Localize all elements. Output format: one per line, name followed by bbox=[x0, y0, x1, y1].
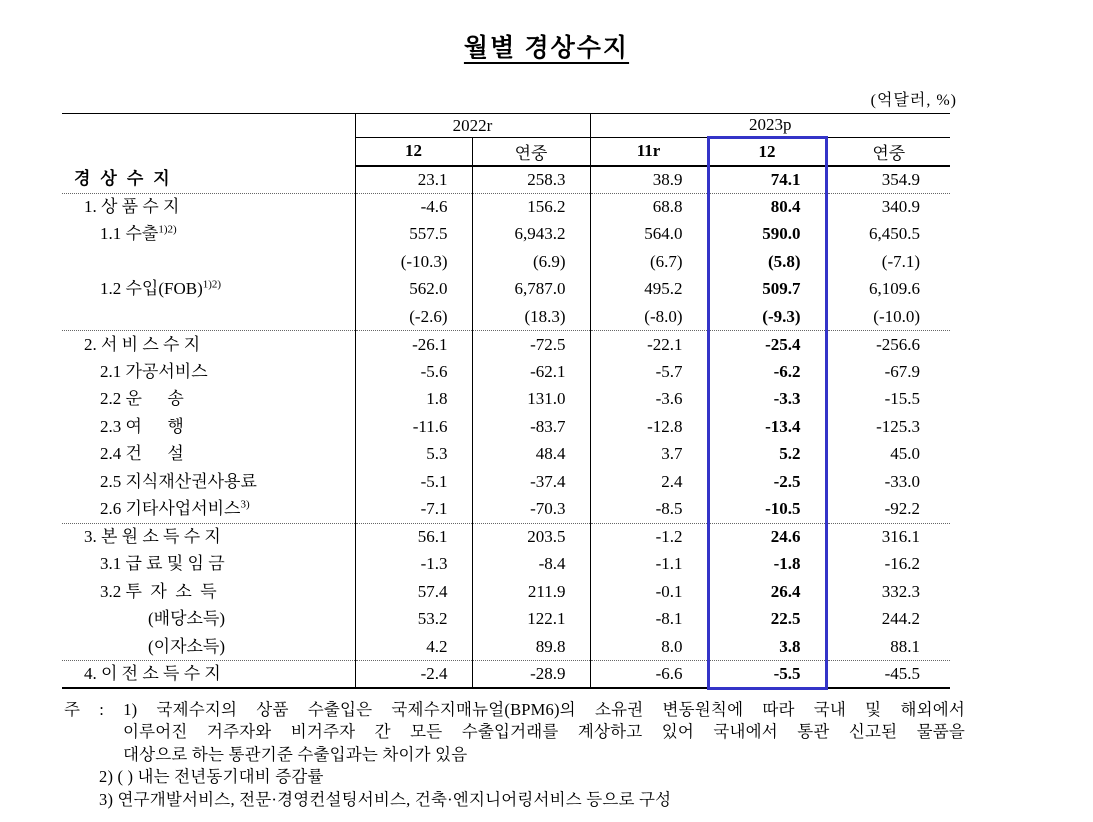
footnote-line: 이루어진 거주자와 비거주자 간 모든 수출입거래를 계상하고 있어 국내에서 통관 신고된 물품을 bbox=[123, 722, 965, 742]
table-row bbox=[62, 248, 950, 276]
table-cell: 564.0 bbox=[590, 221, 708, 249]
table-cell: 24.6 bbox=[708, 523, 826, 551]
table-cell: 5.2 bbox=[708, 441, 826, 469]
table-cell: -15.5 bbox=[884, 389, 921, 409]
table-cell: 4.2 bbox=[426, 636, 448, 656]
table-cell: -0.1 bbox=[590, 578, 708, 606]
table-cell: 557.5 bbox=[409, 224, 448, 244]
table-cell: 68.8 bbox=[590, 193, 708, 221]
table-row bbox=[62, 578, 950, 606]
table-cell: -13.4 bbox=[708, 413, 826, 441]
table-cell: -6.6 bbox=[590, 661, 708, 689]
row-label: 1. 상 품 수 지 bbox=[62, 193, 355, 221]
table-cell: 332.3 bbox=[881, 581, 921, 601]
col-header-2022-12: 12 bbox=[355, 138, 472, 166]
table-row bbox=[62, 468, 950, 496]
table-row bbox=[62, 413, 950, 441]
table-cell: 203.5 bbox=[472, 523, 590, 551]
table-cell: 23.1 bbox=[417, 169, 448, 189]
row-label: 3.2 투 자 소 득 bbox=[62, 578, 355, 606]
table-row bbox=[62, 221, 950, 249]
row-label: 2.2 운 송 bbox=[62, 386, 355, 414]
table-cell: -4.6 bbox=[355, 193, 472, 221]
table-cell: -3.3 bbox=[708, 386, 826, 414]
row-label: 4. 이 전 소 득 수 지 bbox=[62, 661, 355, 689]
table-cell: (18.3) bbox=[472, 303, 590, 331]
table-cell: 74.1 bbox=[708, 166, 826, 194]
table-cell: -2.5 bbox=[708, 468, 826, 496]
page-title-text: 월별 경상수지 bbox=[463, 35, 630, 62]
table-row bbox=[62, 386, 950, 414]
table-cell: 131.0 bbox=[472, 386, 590, 414]
table-cell: -25.4 bbox=[708, 331, 826, 359]
table-cell: -6.2 bbox=[708, 358, 826, 386]
table-cell: -62.1 bbox=[472, 358, 590, 386]
table-cell: 26.4 bbox=[708, 578, 826, 606]
row-label: 3.1 급 료 및 임 금 bbox=[62, 551, 355, 579]
table-cell: -1.1 bbox=[590, 551, 708, 579]
table-cell: 1.8 bbox=[426, 389, 448, 409]
table-cell: 3.8 bbox=[708, 633, 826, 661]
table-cell: -45.5 bbox=[826, 661, 950, 689]
table-cell: -33.0 bbox=[884, 471, 921, 491]
table-cell: 354.9 bbox=[881, 169, 921, 189]
table-cell: 38.9 bbox=[590, 166, 708, 194]
table-cell: -83.7 bbox=[472, 413, 590, 441]
table-cell: 156.2 bbox=[472, 193, 590, 221]
table-cell: -12.8 bbox=[590, 413, 708, 441]
table-cell: 495.2 bbox=[590, 276, 708, 304]
table-cell: -28.9 bbox=[472, 661, 590, 689]
table-cell: -1.8 bbox=[708, 551, 826, 579]
footnote-line: 2) ( ) 내는 전년동기대비 증감률 bbox=[99, 767, 324, 787]
table-cell: 48.4 bbox=[472, 441, 590, 469]
table-cell: (6.9) bbox=[472, 248, 590, 276]
table-cell: -256.6 bbox=[826, 331, 950, 359]
table-row bbox=[62, 523, 950, 551]
table-cell: -2.4 bbox=[355, 661, 472, 689]
table-cell: -8.1 bbox=[590, 606, 708, 634]
row-label: 2.6 기타사업서비스$^{3)}$ bbox=[62, 496, 355, 524]
table-cell: -5.1 bbox=[420, 471, 448, 491]
table-row bbox=[62, 496, 950, 524]
table-cell: 258.3 bbox=[472, 166, 590, 194]
page-title bbox=[0, 28, 1093, 64]
balance-of-payments-table bbox=[62, 113, 950, 690]
table-row bbox=[62, 331, 950, 359]
table-cell: -5.5 bbox=[708, 661, 826, 689]
col-header-2023-12-highlighted: 12 bbox=[708, 138, 826, 166]
footnote-line: 대상으로 하는 통관기준 수출입과는 차이가 있음 bbox=[123, 744, 468, 764]
row-label: 3. 본 원 소 득 수 지 bbox=[62, 523, 355, 551]
table-row bbox=[62, 661, 950, 689]
table-cell: 80.4 bbox=[708, 193, 826, 221]
row-label: 2.4 건 설 bbox=[62, 441, 355, 469]
col-header-2023-annual: 연중 bbox=[826, 138, 950, 166]
table-cell: -37.4 bbox=[472, 468, 590, 496]
row-label bbox=[62, 303, 355, 331]
table-row bbox=[62, 606, 950, 634]
table-cell: (6.7) bbox=[590, 248, 708, 276]
table-cell: (-7.1) bbox=[881, 251, 921, 271]
col-header-2023-11r: 11r bbox=[590, 138, 708, 166]
table-row bbox=[62, 441, 950, 469]
table-cell: -1.3 bbox=[420, 554, 448, 574]
table-cell: 2.4 bbox=[590, 468, 708, 496]
table-row bbox=[62, 193, 950, 221]
table-row bbox=[62, 276, 950, 304]
table-cell: -7.1 bbox=[420, 499, 448, 519]
table-cell: -92.2 bbox=[884, 499, 921, 519]
row-label: 경 상 수 지 bbox=[62, 166, 355, 194]
col-header-2022-annual: 연중 bbox=[472, 138, 590, 166]
label-column-header bbox=[62, 114, 355, 166]
footnote-marker: 1)2) bbox=[202, 278, 222, 291]
table-cell: 5.3 bbox=[426, 444, 448, 464]
table-cell: -11.6 bbox=[412, 416, 448, 436]
table-cell: 53.2 bbox=[417, 609, 448, 629]
table-cell: -8.4 bbox=[472, 551, 590, 579]
table-cell: -72.5 bbox=[472, 331, 590, 359]
table-cell: -5.7 bbox=[590, 358, 708, 386]
table-body bbox=[62, 166, 950, 689]
table-cell: 56.1 bbox=[355, 523, 472, 551]
year-header-row bbox=[62, 114, 950, 138]
footnote-line: 3) 연구개발서비스, 전문·경영컨설팅서비스, 건축·엔지니어링서비스 등으로 구성 bbox=[99, 789, 672, 809]
table-row bbox=[62, 166, 950, 194]
table-cell: 6,450.5 bbox=[869, 224, 921, 244]
table-cell: -67.9 bbox=[884, 361, 921, 381]
table-cell: (-2.6) bbox=[409, 306, 448, 326]
row-label: 2.5 지식재산권사용료 bbox=[62, 468, 355, 496]
row-label: 2.3 여 행 bbox=[62, 413, 355, 441]
table-cell: (5.8) bbox=[708, 248, 826, 276]
unit-label: (억달러, %) bbox=[870, 92, 957, 109]
table-cell: 316.1 bbox=[826, 523, 950, 551]
table-cell: 6,943.2 bbox=[472, 221, 590, 249]
table-cell: 6,787.0 bbox=[472, 276, 590, 304]
table-cell: -26.1 bbox=[355, 331, 472, 359]
row-label: 1.2 수입(FOB)$^{1)2)}$ bbox=[62, 276, 355, 304]
table-cell: 45.0 bbox=[890, 444, 921, 464]
table-row bbox=[62, 303, 950, 331]
footnotes bbox=[64, 699, 974, 811]
table-cell: 88.1 bbox=[890, 636, 921, 656]
table-cell: -70.3 bbox=[472, 496, 590, 524]
table-cell: -3.6 bbox=[590, 386, 708, 414]
table-cell: 6,109.6 bbox=[869, 279, 921, 299]
table-cell: (-9.3) bbox=[708, 303, 826, 331]
table-cell: 3.7 bbox=[590, 441, 708, 469]
table-cell: -10.5 bbox=[708, 496, 826, 524]
table-cell: (-8.0) bbox=[590, 303, 708, 331]
year-header-2022r: 2022r bbox=[355, 114, 590, 138]
table-cell: -1.2 bbox=[590, 523, 708, 551]
table-cell: 340.9 bbox=[826, 193, 950, 221]
table-cell: -22.1 bbox=[590, 331, 708, 359]
footnote-marker: 3) bbox=[240, 498, 250, 511]
table-cell: -5.6 bbox=[420, 361, 448, 381]
table-cell: 89.8 bbox=[472, 633, 590, 661]
table-cell: -8.5 bbox=[590, 496, 708, 524]
table-cell: 122.1 bbox=[472, 606, 590, 634]
year-header-2023p: 2023p bbox=[590, 114, 950, 138]
row-label: (이자소득) bbox=[62, 633, 355, 661]
table-row bbox=[62, 633, 950, 661]
table-cell: 57.4 bbox=[417, 581, 448, 601]
footnote-line: 주 : 1) 국제수지의 상품 수출입은 국제수지매뉴얼(BPM6)의 소유권 변동원칙에 따라 국내 및 해외에서 bbox=[64, 700, 965, 719]
table-cell: 22.5 bbox=[708, 606, 826, 634]
table-cell: (-10.3) bbox=[400, 251, 448, 271]
table-cell: -125.3 bbox=[876, 416, 921, 436]
table-cell: 509.7 bbox=[708, 276, 826, 304]
row-label: (배당소득) bbox=[62, 606, 355, 634]
table-cell: (-10.0) bbox=[873, 306, 921, 326]
row-label bbox=[62, 248, 355, 276]
table-cell: 244.2 bbox=[881, 609, 921, 629]
table-cell: -16.2 bbox=[884, 554, 921, 574]
table-cell: 562.0 bbox=[409, 279, 448, 299]
table-header bbox=[62, 114, 950, 166]
table-row bbox=[62, 358, 950, 386]
row-label: 1.1 수출$^{1)2)}$ bbox=[62, 221, 355, 249]
table-row bbox=[62, 551, 950, 579]
table-cell: 8.0 bbox=[590, 633, 708, 661]
table-cell: 590.0 bbox=[708, 221, 826, 249]
row-label: 2. 서 비 스 수 지 bbox=[62, 331, 355, 359]
table-cell: 211.9 bbox=[472, 578, 590, 606]
footnote-marker: 1)2) bbox=[158, 223, 177, 236]
row-label: 2.1 가공서비스 bbox=[62, 358, 355, 386]
